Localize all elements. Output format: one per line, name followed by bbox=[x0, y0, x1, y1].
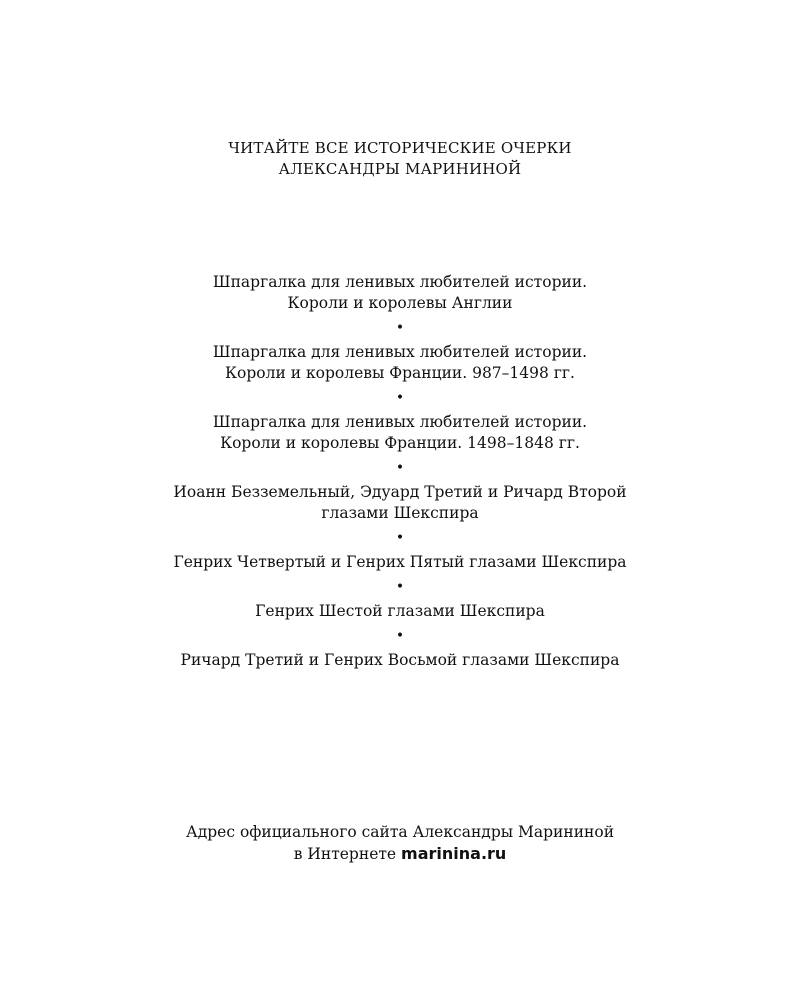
book-title-line: Шпаргалка для ленивых любителей истории. bbox=[212, 273, 588, 291]
heading-line-2: АЛЕКСАНДРЫ МАРИНИНОЙ bbox=[278, 160, 522, 178]
book-entry bbox=[0, 552, 800, 573]
bullet-separator: • bbox=[395, 628, 405, 644]
bullet-separator: • bbox=[395, 579, 405, 595]
website-note-line-2 bbox=[0, 843, 800, 865]
book-entry bbox=[0, 342, 800, 384]
bullet-separator: • bbox=[395, 460, 405, 476]
website-note-line-1: Адрес официального сайта Александры Марининой bbox=[185, 823, 615, 841]
book-title-line: Короли и королевы Франции. 987–1498 гг. bbox=[225, 364, 575, 382]
page-heading bbox=[0, 138, 800, 180]
book-title-line: Короли и королевы Франции. 1498–1848 гг. bbox=[220, 434, 580, 452]
book-entry bbox=[0, 482, 800, 524]
book-entry bbox=[0, 601, 800, 622]
website-link[interactable]: marinina.ru bbox=[401, 844, 507, 863]
website-note bbox=[0, 822, 800, 865]
book-list bbox=[0, 272, 800, 671]
book-title-line: Генрих Шестой глазами Шекспира bbox=[255, 602, 545, 620]
bullet-separator: • bbox=[395, 320, 405, 336]
book-title-line: Генрих Четвертый и Генрих Пятый глазами Шекспира bbox=[173, 553, 627, 571]
book-title-line: глазами Шекспира bbox=[321, 504, 479, 522]
book-title-line: Шпаргалка для ленивых любителей истории. bbox=[212, 343, 588, 361]
website-prefix: в Интернете bbox=[293, 845, 402, 863]
book-title-line: Ричард Третий и Генрих Восьмой глазами Шекспира bbox=[180, 651, 620, 669]
book-title-line: Короли и королевы Англии bbox=[287, 294, 513, 312]
book-title-line: Иоанн Безземельный, Эдуард Третий и Ричард Второй bbox=[173, 483, 627, 501]
book-entry bbox=[0, 272, 800, 314]
book-entry bbox=[0, 650, 800, 671]
book-entry bbox=[0, 412, 800, 454]
book-title-line: Шпаргалка для ленивых любителей истории. bbox=[212, 413, 588, 431]
bullet-separator: • bbox=[395, 390, 405, 406]
bullet-separator: • bbox=[395, 530, 405, 546]
heading-line-1: ЧИТАЙТЕ ВСЕ ИСТОРИЧЕСКИЕ ОЧЕРКИ bbox=[228, 139, 572, 157]
